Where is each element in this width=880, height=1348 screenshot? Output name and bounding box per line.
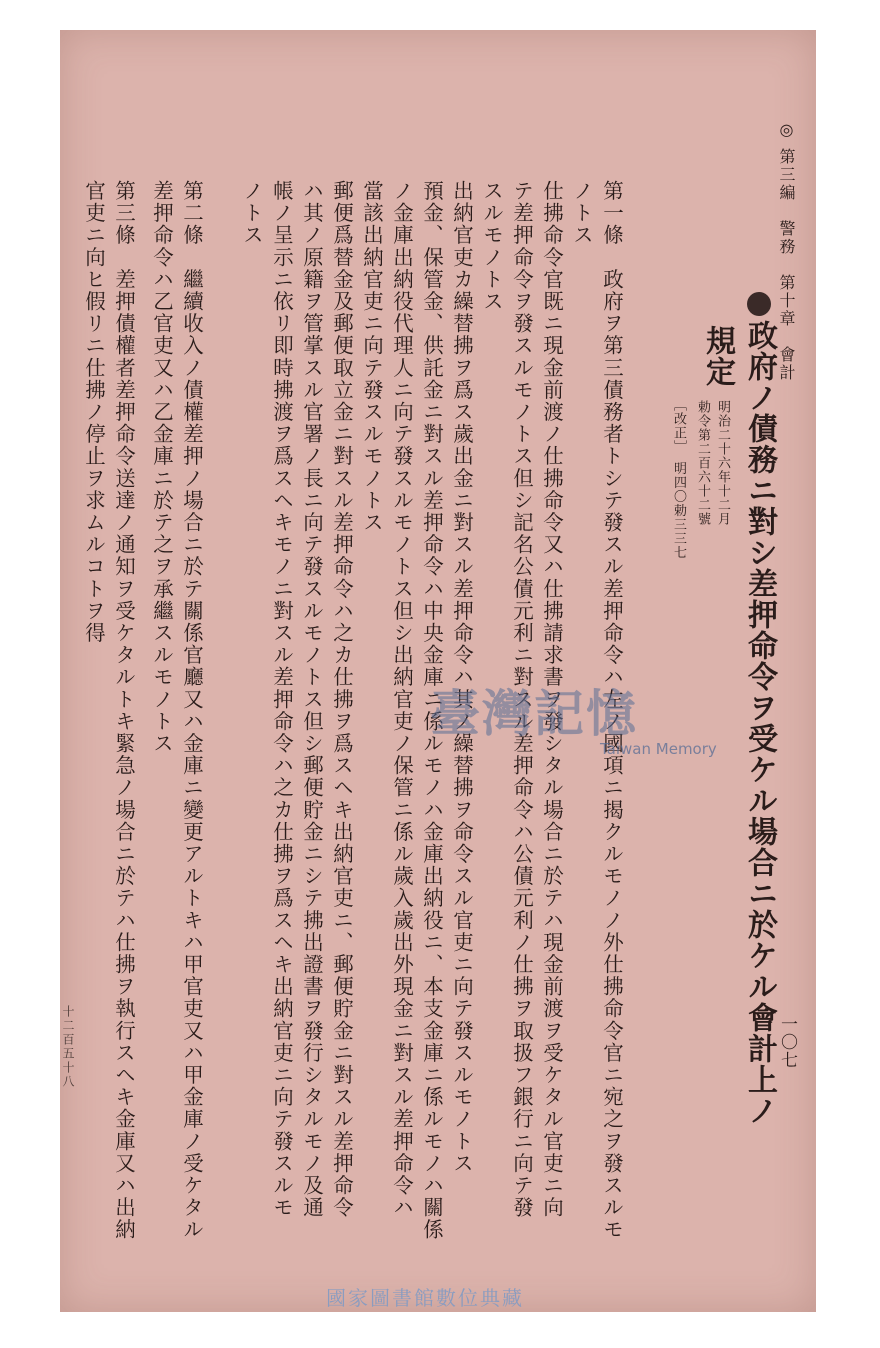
text-line: ノトス xyxy=(239,180,264,247)
text-line: 當該出納官吏ニ向テ發スルモノトス xyxy=(359,180,384,534)
side-mark: 十二百五十八 xyxy=(61,1005,75,1089)
text-line: 郵便爲替金及郵便取立金ニ對スル差押命令ハ之カ仕拂ヲ爲スヘキ出納官吏ニ、郵便貯金ニ對スル差押命令 xyxy=(329,180,354,1219)
text-line: ノトス xyxy=(569,180,594,247)
section-title-text: 政府ノ債務ニ對シ差押命令ヲ受ケル場合ニ於ケル會計上ノ xyxy=(742,320,777,1126)
enactment-note-1: 明治二十六年十二月 xyxy=(715,400,730,526)
section-title xyxy=(742,292,777,1126)
text-line: 預金、保管金、供託金ニ對スル差押命令ハ中央金庫ニ係ルモノハ金庫出納役ニ、本支金庫ニ係ルモノハ關係 xyxy=(419,180,444,1241)
document-page xyxy=(60,30,816,1312)
enactment-note-2: 勅令第二百六十二號 xyxy=(695,400,710,526)
page-number: 一〇七 xyxy=(777,1015,797,1069)
footer-credit: 國家圖書館數位典藏 xyxy=(326,1286,524,1310)
text-line: 第一條 政府ヲ第三債務者トシテ發スル差押命令ハ左ノ國項ニ揭クルモノノ外仕拂命令官ニ宛之ヲ發スルモ xyxy=(599,180,624,1241)
text-line: 仕拂命令官既ニ現金前渡ノ仕拂命令又ハ仕拂請求書ヲ發シタル場合ニ於テハ現金前渡ヲ受ケタル官吏ニ向 xyxy=(539,180,564,1219)
text-line: テ差押命令ヲ發スルモノトス但シ記名公債元利ニ對スル差押命令ハ公債元利ノ仕拂ヲ取扱フ銀行ニ向テ發 xyxy=(509,180,534,1219)
running-head: ◎ 第三編 警務 第十章 會計 xyxy=(777,120,796,383)
bullet-icon xyxy=(747,292,771,316)
text-line: ノ金庫出納役代理人ニ向テ發スルモノトス但シ出納官吏ノ保管ニ係ル歲入歲出外現金ニ對スル差押命令ハ xyxy=(389,180,414,1219)
text-line: 第三條 差押債權者差押命令送達ノ通知ヲ受ケタルトキ緊急ノ場合ニ於テハ仕拂ヲ執行スヘキ金庫又ハ出納 xyxy=(111,180,136,1241)
text-line: 帳ノ呈示ニ依リ即時拂渡ヲ爲スヘキモノニ對スル差押命令ハ之カ仕拂ヲ爲スヘキ出納官吏ニ向テ發スルモ xyxy=(269,180,294,1219)
text-line: ハ其ノ原籍ヲ管掌スル官署ノ長ニ向テ發スルモノトス但シ郵便貯金ニシテ拂出證書ヲ發行シタルモノ及通 xyxy=(299,180,324,1219)
text-line: 第二條 繼續收入ノ債權差押ノ場合ニ於テ關係官廳又ハ金庫ニ變更アルトキハ甲官吏又ハ甲金庫ノ受ケタル xyxy=(179,180,204,1241)
text-line: 出納官吏カ繰替拂ヲ爲ス歲出金ニ對スル差押命令ハ其ノ繰替拂ヲ命令スル官吏ニ向テ發スルモノトス xyxy=(449,180,474,1175)
revision-note: ［改正］ 明四〇勅三三七 xyxy=(671,398,686,560)
section-title-continued: 規定 xyxy=(700,325,735,387)
text-line: 官吏ニ向ヒ假リニ仕拂ノ停止ヲ求ムルコトヲ得 xyxy=(81,180,106,645)
text-line: 差押命令ハ乙官吏又ハ乙金庫ニ於テ之ヲ承繼スルモノトス xyxy=(149,180,174,755)
text-line: スルモノトス xyxy=(479,180,504,313)
watermark-logo: 臺灣記憶 xyxy=(430,684,638,743)
watermark-english: Taiwan Memory xyxy=(600,740,717,758)
